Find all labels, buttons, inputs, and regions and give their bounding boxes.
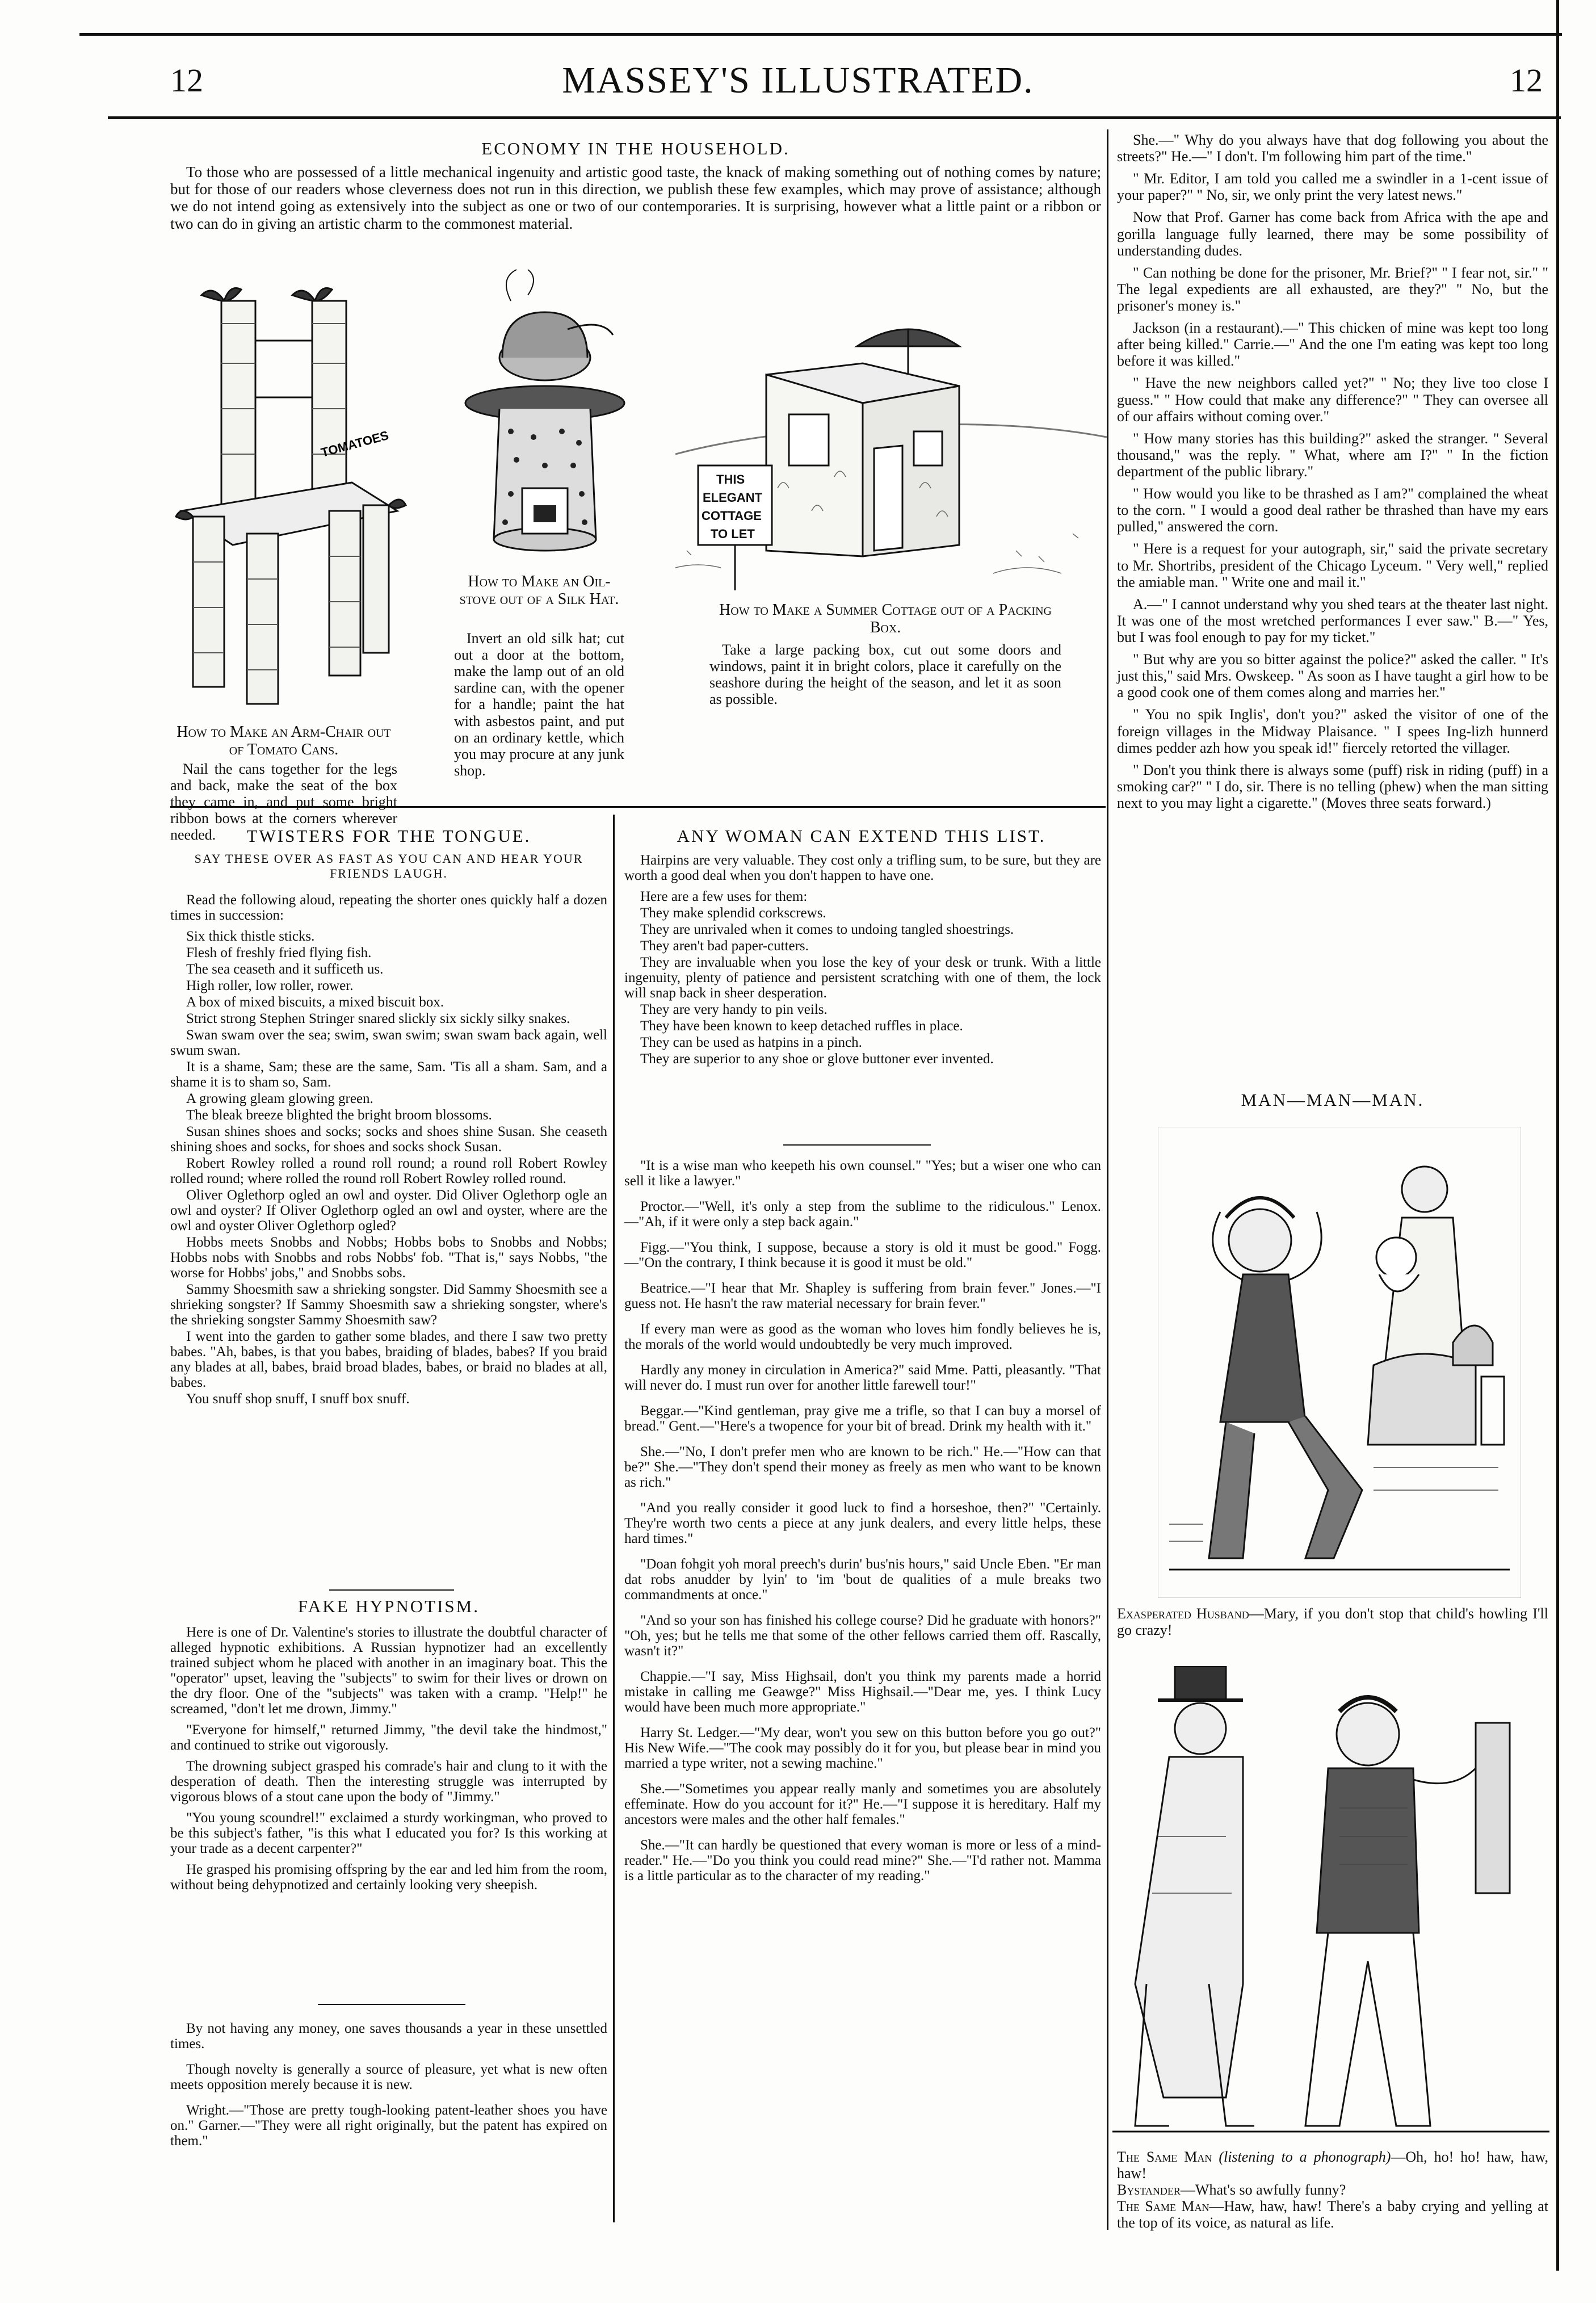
cottage-caption: How to Make a Summer Cottage out of a Packing Box.	[719, 601, 1052, 636]
joke: Figg.—"You think, I suppose, because a story is old it must be good." Fogg.—"On the contrary, I think because it is good it must be old."	[624, 1240, 1101, 1270]
twister-line: Hobbs meets Snobbs and Nobbs; Hobbs bobs to Snobbs and Nobbs; Hobbs nobs with Snobbs and robs Nobbs' fob. "That is," says Nobbs, "the worse for Hobbs' jobs," and Snobbs sobs.	[170, 1235, 607, 1281]
joke: Though novelty is generally a source of pleasure, yet what is new often meets opposition merely because it is new.	[170, 2062, 607, 2092]
joke: " Here is a request for your autograph, sir," said the private secretary to Mr. Shortribs, president of the Chicago Lyceum. " Very well," replied the amiable man. " Write one and mail it."	[1117, 540, 1548, 590]
twister-line: Swan swam over the sea; swim, swan swim; swan swam back again, well swum swan.	[170, 1027, 607, 1058]
twisters-intro: Read the following aloud, repeating the shorter ones quickly half a dozen times in succession:	[170, 892, 607, 923]
stove-instructions	[454, 630, 624, 779]
twisters-body	[170, 892, 607, 1408]
twister-line: The sea ceaseth and it sufficeth us.	[186, 962, 384, 977]
woman-list-line: They aren't bad paper-cutters.	[640, 938, 809, 954]
cartoon-3-caption-lead: Bystander	[1117, 2182, 1181, 2199]
woman-list-line: They make splendid corkscrews.	[640, 905, 826, 921]
twister-line: Six thick thistle sticks.	[186, 929, 315, 944]
joke: "And so your son has finished his college course? Did he graduate with honors?" "Oh, yes; but he tells me that some of the other fellows carried them off. Rascally, wasn't it?"	[624, 1613, 1101, 1659]
twister-line: Strict strong Stephen Stringer snared slickly six sickly silky snakes.	[186, 1011, 570, 1026]
hypnotism-paragraph: Here is one of Dr. Valentine's stories to illustrate the doubtful character of alleged hypnotic exhibitions. A Russian hypnotizer had an excellently trained subject whom he placed with another in an imaginary boat. This the "operator" upset, leaving the "subjects" to swim for their lives or drown on the dry floor. One of the "subjects" was taken with a cramp. "Help!" he screamed, "don't let me drown, Jimmy."	[170, 1625, 607, 1717]
joke: "Doan fohgit yoh moral preech's durin' bus'nis hours," said Uncle Eben. "Er man dat robs anudder by lyin' to 'im 'bout de qualities of a mule breaks two commandments at once."	[624, 1557, 1101, 1603]
joke: She.—"No, I don't prefer men who are known to be rich." He.—"How can that be?" She.—"They don't spend their money as freely as men who want to be known as rich."	[624, 1444, 1101, 1490]
cottage-instructions-text: Take a large packing box, cut out some doors and windows, paint it in bright colors, place it carefully on the seashore during the height of the season, and let it as soon as possible.	[709, 641, 1061, 708]
man-man-man-title: MAN—MAN—MAN.	[1241, 1090, 1425, 1110]
woman-list-line: They are unrivaled when it comes to undoing tangled shoestrings.	[640, 922, 1014, 937]
joke: " Have the new neighbors called yet?" " No; they live too close I guess." " How could that make any difference?" " They can oversee all of our affairs without coming over."	[1117, 375, 1548, 425]
twisters-title: TWISTERS FOR THE TONGUE.	[246, 826, 531, 846]
joke: Harry St. Ledger.—"My dear, won't you sew on this button before you go out?" His New Wife.—"The cook may possibly do it for you, but please bear in mind you married a type writer, not a sewing machine."	[624, 1725, 1101, 1771]
economy-title: ECONOMY IN THE HOUSEHOLD.	[481, 139, 790, 158]
woman-list-line: They are superior to any shoe or glove buttoner ever invented.	[640, 1051, 994, 1067]
cottage-sign-line-1: THIS	[716, 472, 745, 486]
woman-list-line: They have been known to keep detached ruffles in place.	[640, 1018, 963, 1034]
twisters-subtitle: SAY THESE OVER AS FAST AS YOU CAN AND HEAR YOUR FRIENDS LAUGH.	[194, 851, 583, 880]
stove-caption: How to Make an Oil-stove out of a Silk Hat.	[459, 573, 619, 608]
joke: If every man were as good as the woman who loves him fondly believes he is, the morals of the world would undoubtedly be very much improved.	[624, 1322, 1101, 1352]
page-number-left: 12	[170, 62, 203, 99]
joke: Beatrice.—"I hear that Mr. Shapley is suffering from brain fever." Jones.—"I guess not. He hasn't the raw material necessary for brain fever."	[624, 1281, 1101, 1311]
summer-cottage-illustration	[675, 307, 1107, 596]
joke: " How would you like to be thrashed as I am?" complained the wheat to the corn. " I would a good deal rather be thrashed than have my ears pulled," answered the corn.	[1117, 485, 1548, 535]
hypnotism-body	[170, 1625, 607, 1898]
middle-column-jokes	[624, 1158, 1101, 1889]
hypnotism-paragraph: The drowning subject grasped his comrade's hair and clung to it with the desperation of death. Then the interesting struggle was interrupted by vigorous blows of a stout cane upon the body of "Jimmy."	[170, 1759, 607, 1805]
twister-line: Sammy Shoesmith saw a shrieking songster. Did Sammy Shoesmith see a shrieking songster? If Sammy Shoesmith saw a shrieking songster, where's the shrieking songster Sammy Shoesmith saw?	[170, 1282, 607, 1328]
woman-list-body	[624, 853, 1101, 1068]
cottage-sign-line-4: TO LET	[711, 527, 755, 541]
cottage-sign-line-2: ELEGANT	[703, 490, 763, 505]
section-rule-hypnotism	[329, 1589, 454, 1591]
cartoon-3-caption-text: —What's so awfully funny?	[1180, 2182, 1346, 2199]
joke: Beggar.—"Kind gentleman, pray give me a trifle, so that I can buy a morsel of bread." Gent.—"Here's a twopence for your bit of bread. Drink my health with it."	[624, 1403, 1101, 1434]
masthead-title: MASSEY'S ILLUSTRATED.	[562, 60, 1034, 101]
column-rule-middle	[613, 815, 615, 2222]
exasperated-husband-cartoon	[1158, 1127, 1521, 1598]
chair-instructions-text: Nail the cans together for the legs and back, make the seat of the box they came in, and put some bright ribbon bows at the corners wherever needed.	[170, 761, 397, 844]
joke: By not having any money, one saves thousands a year in these unsettled times.	[170, 2021, 607, 2052]
joke: She.—"Sometimes you appear really manly and sometimes you are absolutely effeminate. How do you account for it?" He.—"I suppose it is hereditary. Half my ancestors were males and the other half females."	[624, 1781, 1101, 1827]
joke: " Mr. Editor, I am told you called me a swindler in a 1-cent issue of your paper?" " No, sir, we only print the very latest news."	[1117, 170, 1548, 204]
hypnotism-paragraph: He grasped his promising offspring by the ear and led him from the room, without being dehypnotized and certainly looking very sheepish.	[170, 1862, 607, 1893]
economy-intro-text: To those who are possessed of a little mechanical ingenuity and artistic good taste, the knack of making something out of nothing comes by nature; but for those of our readers whose cleverness does not run in this direction, we publish these few examples, which may prove of assistance; although we do not intend going as extensively into the subject as one or two of our contemporaries. It is surprising, however what a little paint or a ribbon or two can do in giving an artistic charm to the commonest material.	[170, 163, 1101, 232]
cartoon-4-caption-text: —Haw, haw, haw! There's a baby crying and yelling at the top of its voice, as natural as life.	[1117, 2198, 1548, 2231]
cottage-instructions	[709, 641, 1061, 707]
economy-intro	[170, 163, 1101, 238]
cartoon-1-caption	[1117, 1605, 1548, 1638]
cartoon-2-caption-text: —Oh, ho! ho! haw, haw, haw!	[1117, 2149, 1549, 2182]
joke: Chappie.—"I say, Miss Highsail, don't you think my parents made a horrid mistake in calling me Geawge?" Miss Highsail.—"Dear me, yes. I think Lucy would have been much more appropriate."	[624, 1669, 1101, 1715]
section-rule-middle	[783, 1144, 931, 1146]
twister-line: A box of mixed biscuits, a mixed biscuit box.	[186, 995, 444, 1010]
section-rule-after-hypnotism	[318, 2004, 465, 2005]
cartoon-2-caption-lead: The Same Man	[1117, 2149, 1212, 2165]
woman-list-line: They are very handy to pin veils.	[640, 1002, 828, 1017]
twister-line: Flesh of freshly fried flying fish.	[186, 945, 372, 960]
joke: Jackson (in a restaurant).—" This chicken of mine was kept too long after being killed." Carrie.—" And the one I'm eating was kept too long before it was killed."	[1117, 320, 1548, 370]
hypnotism-paragraph: "You young scoundrel!" exclaimed a sturdy workingman, who proved to be this subject's father, "is this what I educated you for? Is this working at your trade as a decent carpenter?"	[170, 1810, 607, 1856]
woman-list-title: ANY WOMAN CAN EXTEND THIS LIST.	[677, 826, 1046, 846]
joke: She.—" Why do you always have that dog following you about the streets?" He.—" I don't. I'm following him part of the time."	[1117, 132, 1548, 165]
joke: " Can nothing be done for the prisoner, Mr. Brief?" " I fear not, sir." " The legal expedients are all exhausted, are they?" " No, but the prisoner's money is."	[1117, 264, 1548, 314]
joke: " How many stories has this building?" asked the stranger. " Several thousand," was the reply. " What, where am I?" " In the fiction department of the public library."	[1117, 430, 1548, 480]
chair-caption: How to Make an Arm-Chair out of Tomato Cans.	[177, 723, 391, 758]
twister-line: It is a shame, Sam; these are the same, Sam. 'Tis all a sham. Sam, and a shame it is to sham so, Sam.	[170, 1059, 607, 1090]
woman-list-line: They can be used as hatpins in a pinch.	[640, 1035, 862, 1050]
phonograph-cartoon	[1112, 1666, 1549, 2143]
stove-instructions-text: Invert an old silk hat; cut out a door at the bottom, make the lamp out of an old sardine can, with the opener for a handle; paint the hat with asbestos paint, and put on an ordinary kettle, which you may procure at any junk shop.	[454, 630, 624, 779]
joke: A.—" I cannot understand why you shed tears at the theater last night. It was one of the most wretched performances I ever saw." B.—" Yes, but I was fool enough to pay for my ticket."	[1117, 595, 1548, 645]
left-column-jokes	[170, 2021, 607, 2154]
twister-line: I went into the garden to gather some blades, and there I saw two pretty babes. "Ah, babes, is that you babes, braiding of blades, babes? If you braid any blades at all, babes, braid broad blades, babes, or braid no blades at all, babes.	[170, 1329, 607, 1390]
joke: Now that Prof. Garner has come back from Africa with the ape and gorilla language fully learned, there may be some possibility of understanding dudes.	[1117, 209, 1548, 259]
joke: Proctor.—"Well, it's only a step from the sublime to the ridiculous." Lenox.—"Ah, if it were only a step back again."	[624, 1199, 1101, 1230]
twister-line: Oliver Oglethorp ogled an owl and oyster. Did Oliver Oglethorp ogle an owl and oyster? If Oliver Oglethorp ogled an owl and oyster, where are the owl and oyster Oliver Oglethorp ogled?	[170, 1188, 607, 1234]
right-border	[1556, 0, 1559, 2271]
joke: She.—"It can hardly be questioned that every woman is more or less of a mind-reader." He.—"Do you think you could read mine?" She.—"I'd rather not. Mamma is a little particular as to the character of my reading."	[624, 1838, 1101, 1883]
header-rule	[108, 116, 1561, 119]
joke: " But why are you so bitter against the police?" asked the caller. " It's just this," said Mrs. Owskeep. " As soon as I have taught a girl how to be a good cook one of them comes along and marries her."	[1117, 651, 1548, 701]
oil-stove-illustration	[448, 267, 636, 568]
joke: "And you really consider it good luck to find a horseshoe, then?" "Certainly. They're worth two cents a piece at any junk dealers, and every little helps, these hard times."	[624, 1500, 1101, 1546]
woman-list-line: They are invaluable when you lose the key of your desk or trunk. With a little ingenuity, plenty of patience and persistent scratching with one of them, the lock will snap back in sheer desperation.	[624, 955, 1101, 1001]
twister-line: The bleak breeze blighted the bright broom blossoms.	[186, 1108, 492, 1123]
twister-line: Susan shines shoes and socks; socks and shoes shine Susan. She ceaseth shining shoes and socks, for shoes and socks shock Susan.	[170, 1124, 607, 1155]
woman-list-line: Here are a few uses for them:	[640, 889, 808, 904]
twister-line: High roller, low roller, rower.	[186, 978, 354, 993]
joke: " Don't you think there is always some (puff) risk in riding (puff) in a smoking car?" " I do, sir. There is no telling (phew) when the man sitting next to you may light a cigarette." (Moves three seats forward.)	[1117, 761, 1548, 811]
column-rule-right	[1107, 129, 1108, 2230]
cartoon-1-caption-text: —Mary, if you don't stop that child's howling I'll go crazy!	[1117, 1605, 1548, 1639]
cottage-sign-line-3: COTTAGE	[702, 509, 762, 523]
joke: Wright.—"Those are pretty tough-looking patent-leather shoes you have on." Garner.—"They were all right originally, but the patent has expired on them."	[170, 2103, 607, 2149]
twister-line: You snuff shop snuff, I snuff box snuff.	[186, 1391, 410, 1407]
hypnotism-paragraph: "Everyone for himself," returned Jimmy, "the devil take the hindmost," and continued to strike out vigorously.	[170, 1722, 607, 1753]
joke: " You no spik Inglis', don't you?" asked the visitor of one of the foreign villages in the Midway Plaisance. " I spees Ing-lizh hunnerd dimes pedder azh how you speak id!" fiercely retorted the villager.	[1117, 706, 1548, 756]
cartoon-2-caption-italic: (listening to a phonograph)	[1219, 2149, 1391, 2165]
joke: "It is a wise man who keepeth his own counsel." "Yes; but a wiser one who can sell it like a lawyer."	[624, 1158, 1101, 1189]
top-border	[79, 33, 1562, 36]
right-column-jokes	[1117, 132, 1548, 817]
page-number-right: 12	[1510, 62, 1543, 99]
cartoon-1-caption-lead: Exasperated Husband	[1117, 1605, 1249, 1622]
tomatoes-label: TOMATOES	[319, 428, 390, 460]
armchair-illustration	[170, 267, 409, 715]
woman-list-intro: Hairpins are very valuable. They cost only a trifling sum, to be sure, but they are worth a good deal when you don't happen to have one.	[624, 853, 1101, 883]
cartoon-2-captions	[1117, 2149, 1548, 2231]
twister-line: Robert Rowley rolled a round roll round; a round roll Robert Rowley rolled round; where rolled the round roll Robert Rowley rolled round.	[170, 1156, 607, 1186]
cartoon-4-caption-lead: The Same Man	[1117, 2198, 1209, 2215]
hypnotism-title: FAKE HYPNOTISM.	[297, 1596, 480, 1616]
joke: Hardly any money in circulation in America?" said Mme. Patti, pleasantly. "That will never do. I must run over for another little farewell tour!"	[624, 1362, 1101, 1393]
twister-line: A growing gleam glowing green.	[186, 1091, 373, 1106]
